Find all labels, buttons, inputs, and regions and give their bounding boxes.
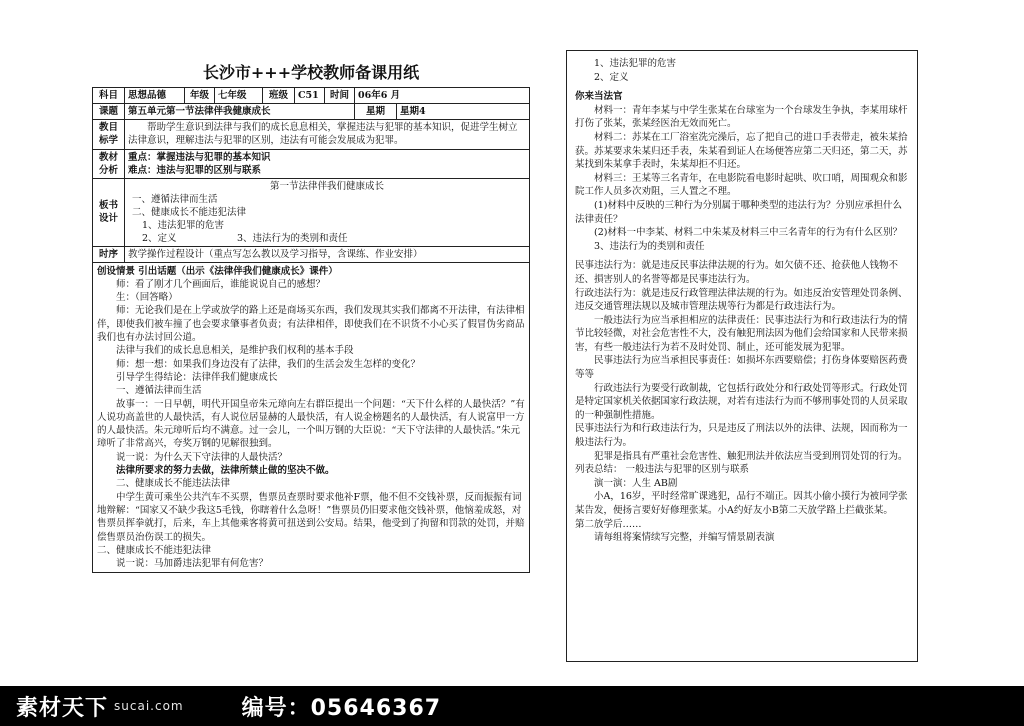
body-paragraph: 说一说：马加爵违法犯罪有何危害？ bbox=[116, 558, 269, 570]
right-paragraph: 第二放学后…… bbox=[575, 518, 642, 530]
board-row bbox=[93, 178, 530, 246]
goals-row bbox=[93, 120, 530, 150]
body-paragraph: 创设情景 引出话题（出示《法律伴我们健康成长》课件） bbox=[97, 265, 338, 277]
difficult-point: 难点：违法与犯罪的区别与联系 bbox=[128, 164, 262, 176]
grade-label: 年级 bbox=[185, 88, 215, 104]
body-paragraph: 中学生黄可乘坐公共汽车不买票，售票员查票时要求他补F票，他不但不交钱补票，反而振振有词地辩解：“国家又不缺少我这5毛钱，你瞎着什么急呀！”售票员仍旧要求他交钱补票，他恼羞成怒，对售票员挥拳就打，后来，车上其他乘客将黄可扭送到公安局。结果，他受到了拘留和罚款的处罚，并赔偿售票员治伤误工的损失。 bbox=[97, 491, 525, 543]
board-line-3: 1、违法犯罪的危害 bbox=[142, 219, 225, 231]
lesson-plan-table bbox=[92, 87, 530, 573]
right-paragraph: 2、定义 bbox=[594, 71, 629, 83]
body-paragraph: 法律与我们的成长息息相关，是维护我们权利的基本手段 bbox=[116, 345, 354, 357]
board-line-0: 第一节法律伴我们健康成长 bbox=[269, 180, 384, 192]
board-line-2: 二、健康成长不能违犯法律 bbox=[132, 206, 247, 218]
class-value: C51 bbox=[295, 88, 325, 104]
body-paragraph: 一、遵循法律而生活 bbox=[116, 385, 202, 397]
topic-label: 课题 bbox=[93, 104, 125, 120]
body-paragraph: 故事一：一日早朝，明代开国皇帝朱元璋向左右群臣提出一个问题：“天下什么样的人最快活？”有人说功高盖世的人最快活，有人说位居显赫的人最快活，有人说金榜题名的人最快活，有人说富甲一方的人最快活。朱元璋听后均不满意。过一会儿，一个叫万钢的大臣说：“天下守法律的人最快活。”朱元璋听了非常高兴，夸奖万钢的见解很独到。 bbox=[97, 398, 525, 450]
right-paragraph: 请每组将案情续写完整，并编写情景剧表演 bbox=[594, 532, 775, 544]
document-title: 长沙市+++学校教师备课用纸 bbox=[202, 63, 420, 82]
right-paragraph: 列表总结： 一般违法与犯罪的区别与联系 bbox=[575, 464, 750, 476]
time-sequence-text: 教学操作过程设计（重点写怎么教以及学习指导，含课练、作业安排） bbox=[125, 246, 530, 262]
time-sequence-row bbox=[93, 246, 530, 262]
body-paragraph: 法律所要求的努力去做，法律所禁止做的坚决不做。 bbox=[116, 465, 335, 477]
grade-value: 七年级 bbox=[215, 88, 263, 104]
right-paragraph: 民事违法行为：就是违反民事法律法规的行为。如欠债不还、抢获他人钱物不还、損害别人的名誉等都是民事违法行为。 bbox=[575, 260, 899, 285]
analysis-content bbox=[125, 149, 530, 178]
right-paragraph: 材料二：苏某在工厂浴室洗完澡后，忘了把自己的进口手表带走，被朱某拾获。苏某要求朱某归还手表，朱某看到证人在场便答应第二天归还，第二天，苏某找到朱某拿手表时，朱某却拒不归还。 bbox=[575, 131, 908, 171]
body-paragraph: 生：（回答略） bbox=[116, 292, 178, 304]
time-sequence-label: 时序 bbox=[93, 246, 125, 262]
subject-value: 思想品德 bbox=[125, 88, 185, 104]
time-value: 06年6 月 bbox=[355, 88, 530, 104]
meta-row-2 bbox=[93, 104, 530, 120]
teaching-body bbox=[93, 262, 530, 573]
right-paragraph: 民事违法行为和行政违法行为，只是违反了刑法以外的法律、法规，因而称为一般违法行为。 bbox=[575, 423, 908, 449]
right-paragraph: 行政违法行为要受行政制裁，它包括行政处分和行政处罚等形式。行政处罚是特定国家机关依据国家行政法规，对若有违法行为而不够刑事处罚的人员采取的一种强制性措施。 bbox=[575, 382, 908, 421]
time-label: 时间 bbox=[325, 88, 355, 104]
board-line-4: 2、定义 3、违法行为的类别和责任 bbox=[142, 232, 348, 244]
right-paragraph: (2)材料一中李某、材料二中朱某及材料三中三名青年的行为有什么区别？ bbox=[594, 227, 902, 239]
topic-value: 第五单元第一节法律伴我健康成长 bbox=[125, 104, 355, 120]
body-paragraph: 师：想一想：如果我们身边没有了法律，我们的生活会发生怎样的变化？ bbox=[116, 358, 421, 370]
body-paragraph: 引导学生得结论：法律伴我们健康成长 bbox=[116, 371, 278, 383]
class-label: 班级 bbox=[263, 88, 295, 104]
right-paragraph: 一般违法行为应当承担相应的法律责任：民事违法行为和行政违法行为的情节比较轻微，对社会危害性不大，没有触犯刑法因为他们会给国家和人民带来损害，有些一般违法行为若不及时处罚、制止，还可能发展为犯罪。 bbox=[575, 314, 908, 353]
goals-label: 教目标学 bbox=[93, 120, 125, 150]
board-line-1: 一、遵循法律而生活 bbox=[132, 193, 218, 205]
key-point: 重点：掌握违法与犯罪的基本知识 bbox=[128, 151, 271, 163]
body-paragraph: 二、健康成长不能违法法律 bbox=[116, 478, 231, 490]
goals-text bbox=[125, 120, 530, 150]
right-paragraph: 你来当法官 bbox=[575, 91, 623, 103]
right-paragraph: 民事违法行为应当承担民事责任：如损坏东西要赔偿；打伤身体要赔医药费等等 bbox=[575, 355, 908, 381]
week-label: 星期 bbox=[355, 104, 397, 120]
analysis-row bbox=[93, 149, 530, 178]
board-label: 板书设计 bbox=[93, 178, 125, 246]
body-paragraph: 二、健康成长不能违犯法律 bbox=[97, 544, 212, 556]
right-paragraph: 小A，16岁，平时经常旷课逃犯，品行不端正。因其小偷小摸行为被同学张某告发，便扬言要好好修理张某。小A约好友小B第二天放学路上拦截张某。 bbox=[575, 491, 908, 516]
watermark-number: 编号：05646367 bbox=[241, 695, 442, 721]
body-paragraph: 说一说：为什么天下守法律的人最快活？ bbox=[116, 451, 288, 463]
watermark-bar bbox=[0, 686, 1024, 726]
right-paragraph: (1)材料中反映的三种行为分别属于哪种类型的违法行为？分别应承担什么法律责任？ bbox=[575, 199, 902, 225]
right-paragraph: 1、违法犯罪的危害 bbox=[594, 58, 677, 69]
left-page bbox=[92, 56, 530, 573]
week-value: 星期4 bbox=[397, 104, 530, 120]
analysis-label: 教材分析 bbox=[93, 149, 125, 178]
right-paragraph: 行政违法行为：就是违反行政管理法律法规的行为。如违反治安管理处罚条例、违反交通管理法规以及城市管理法规等行为都是行政违法行为。 bbox=[575, 287, 908, 313]
right-paragraph: 演一演：人生 AB剧 bbox=[594, 477, 678, 489]
body-paragraph: 师：无论我们是在上学或放学的路上还是商场买东西，我们发现其实我们都离不开法律，有法律相伴，即使我们被车撞了也会要求肇事者负责；有法律相伴，即使我们在不识货不小心买了假冒伪劣商品我们也有办法讨回公道。 bbox=[97, 305, 525, 344]
right-paragraph: 材料三：王某等三名青年，在电影院看电影时起哄、吹口哨，周围观众和影院工作人员多次劝阻，三人置之不理。 bbox=[575, 172, 908, 198]
body-row bbox=[93, 262, 530, 573]
right-paragraph: 犯罪是指具有严重社会危害性、触犯刑法并依法应当受到刑罚处罚的行为。 bbox=[594, 450, 908, 462]
body-paragraph: 师：看了刚才几个画面后，谁能说说自己的感想？ bbox=[116, 278, 326, 290]
right-paragraph: 3、违法行为的类别和责任 bbox=[594, 240, 705, 252]
right-paragraph: 材料一：青年李某与中学生张某在台球室为一个台球发生争执，李某用球杆打伤了张某，张某经医治无效而死亡。 bbox=[575, 104, 908, 130]
subject-label: 科目 bbox=[93, 88, 125, 104]
watermark-brand: 素材天下 bbox=[16, 695, 109, 721]
meta-row-1 bbox=[93, 88, 530, 104]
goals-paragraph: 帮助学生意识到法律与我们的成长息息相关，掌握违法与犯罪的基本知识，促进学生树立法律意识，理解违法与犯罪的区别，违法有可能会发展成为犯罪。 bbox=[128, 122, 518, 147]
watermark-site: sucai.com bbox=[114, 699, 184, 713]
board-content bbox=[125, 178, 530, 246]
right-page bbox=[566, 50, 918, 662]
